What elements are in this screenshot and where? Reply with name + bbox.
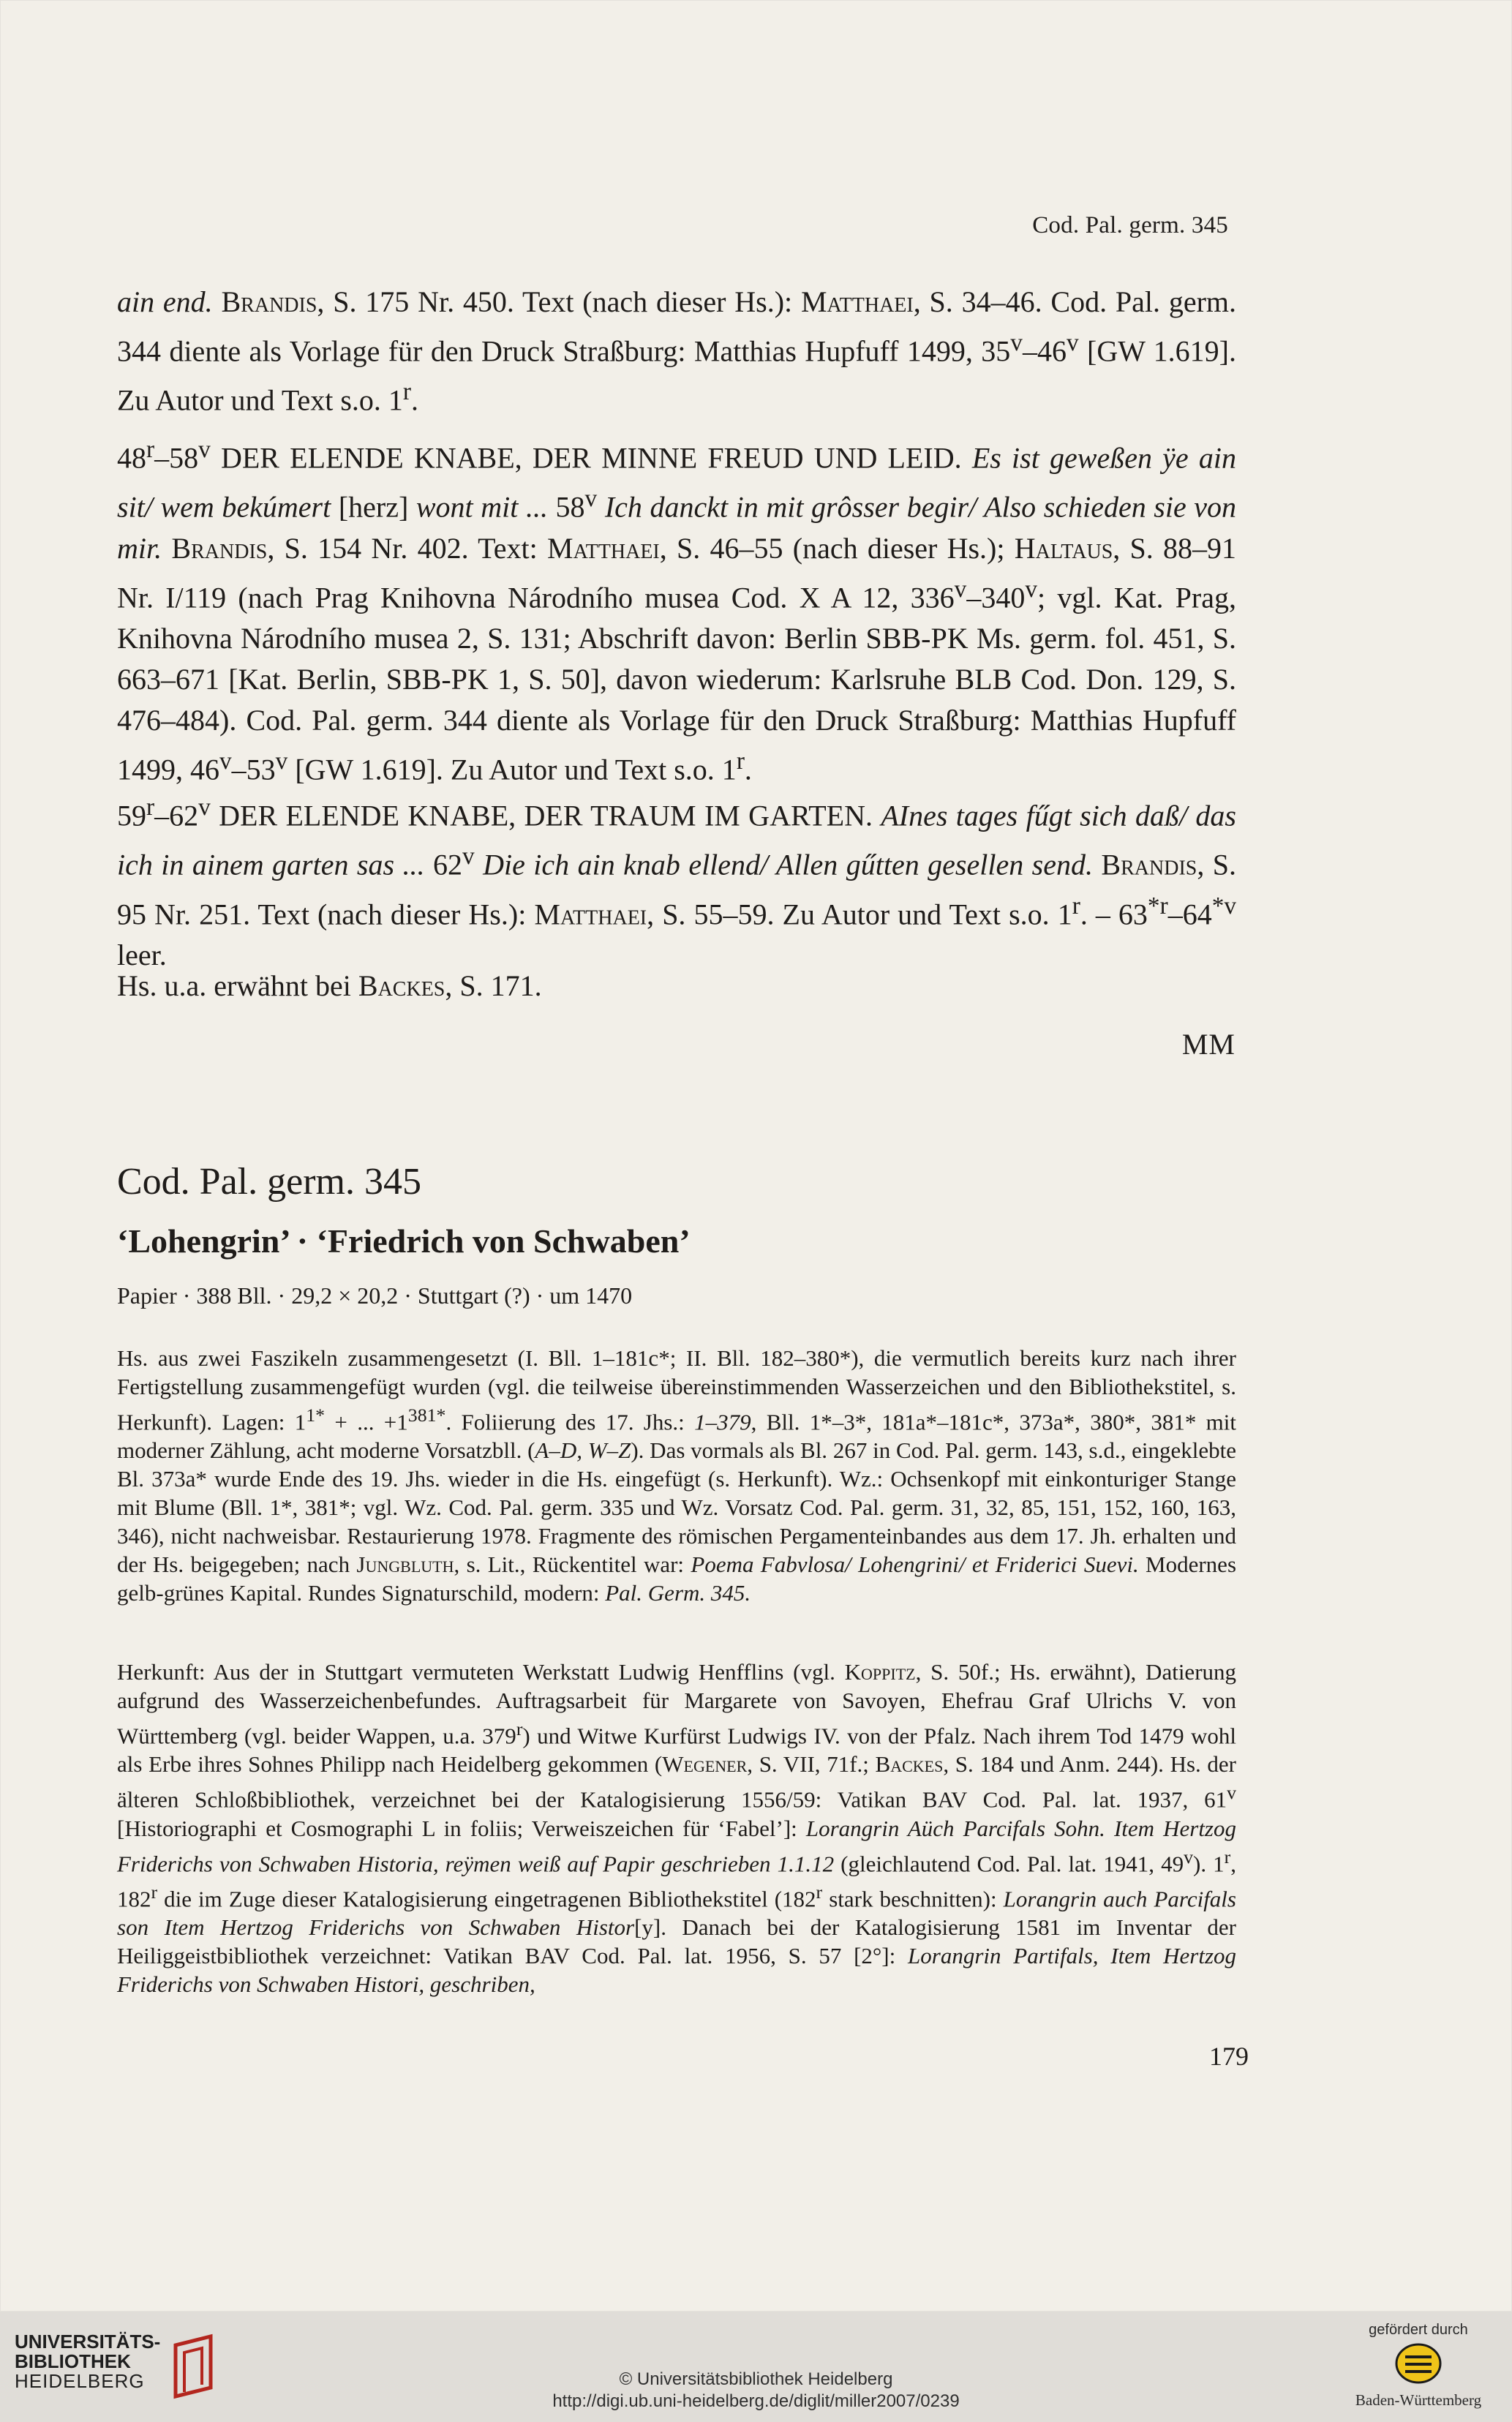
permalink-url[interactable]: http://digi.ub.uni-heidelberg.de/diglit/miller2007/0239 [552, 2391, 960, 2411]
entry-top-paragraph-2 [117, 429, 1236, 790]
text-run: –53 [231, 753, 276, 786]
superscript: r [1072, 892, 1080, 919]
author-ref: Jungbluth [356, 1552, 454, 1578]
physical-description: Papier · 388 Bll. · 29,2 × 20,2 · Stuttgart (?) · um 1470 [117, 1282, 633, 1309]
text-run: . Foliierung des 17. Jhs.: [445, 1409, 685, 1435]
text-run: , S. 34–46. Cod. Pal. germ. 344 diente als Vorlage für den Druck Straßburg: Matthias Hupfuff 1499, 35 [117, 285, 1237, 368]
text-run: , s. Lit., Rückentitel war: [454, 1552, 685, 1578]
text-run: ain end. [117, 285, 213, 318]
text-run: 59 [117, 799, 146, 832]
entry-top-paragraph-3 [117, 787, 1236, 976]
funder-name: Baden-Württemberg [1355, 2391, 1482, 2409]
incipit: wont mit ... [415, 490, 548, 524]
incipit: AInes tages fűgt sich daß/ das ich in ainem garten sas ... [117, 799, 1236, 881]
text-run: ). 1 [1193, 1850, 1225, 1876]
author-ref: Wegener [662, 1751, 748, 1778]
text-run: , 182 [117, 1850, 1237, 1912]
text-run: leer. [117, 938, 167, 971]
author-ref: Haltaus [1014, 531, 1113, 565]
text-run: DER ELENDE KNABE, DER TRAUM IM GARTEN. [210, 799, 873, 832]
superscript: 1* [306, 1404, 326, 1426]
explicit: Die ich ain knab ellend/ Allen gűtten gesellen send. [483, 848, 1093, 881]
text-run: . Danach bei der Katalogisierung 1581 im Inventar der Heiliggeistbibliothek verzeichnet: Vatikan BAV Cod. Pal. lat. 1956, S. 57 [2°]: [117, 1914, 1236, 1969]
text-run: . [411, 383, 419, 417]
author-ref: Matthaei [800, 285, 914, 318]
text-run: [y] [634, 1914, 661, 1941]
superscript: r [736, 747, 745, 775]
superscript: r [516, 1718, 523, 1740]
superscript: r [816, 1881, 823, 1903]
text-run: 48 [117, 441, 146, 475]
superscript: 381* [407, 1404, 446, 1426]
text-run: (gleichlautend Cod. Pal. lat. 1941, 49 [834, 1850, 1184, 1876]
text-run: ). Das vormals als Bl. 267 in Cod. Pal. germ. 143, s.d., eingeklebte Bl. 373a* wurde Ende des 19. Jhs. wieder in die Hs. eingefügt (s. Herkunft). Wz.: Ochsenkopf mit einkonturiger Stange mit Blume (Bll. 1*, 381*; vgl. Wz. Cod. Pal. germ. 335 und Wz. Vorsatz Cod. Pal. germ. 31, 32, 85, 151, 152, 160, 163, 346), nicht nachweisbar. Restaurierung 1978. Fragmente des römischen Pergamenteinbandes aus dem 17. Jh. erhalten und der Hs. beigegeben; nach [117, 1437, 1237, 1578]
superscript: v [462, 843, 475, 870]
running-head: Cod. Pal. germ. 345 [1032, 212, 1228, 238]
superscript: v [954, 575, 967, 603]
text-run: ) und Witwe Kurfürst Ludwigs IV. von der Pfalz. Nach ihrem Tod 1479 wohl als Erbe ihres Sohnes Philipp nach Heidelberg gekommen ( [117, 1723, 1236, 1778]
catalog-title: Lorangrin Aüch Parcifals Sohn. Item Hertzog Friderichs von Schwaben Historia, reÿmen weiß auf Papir geschrieben 1.1.12 [117, 1815, 1236, 1876]
text-run: , S. 154 Nr. 402. Text: [267, 531, 538, 565]
page-number: 179 [1209, 2042, 1249, 2071]
catalog-title: Lorangrin Partifals, Item Hertzog Friderichs von Schwaben Histori, geschriben, [117, 1943, 1237, 1998]
superscript: r [1224, 1846, 1231, 1868]
superscript: v [198, 436, 211, 463]
superscript: r [402, 378, 412, 406]
text-run: Herkunft: Aus der in Stuttgart vermuteten Werkstatt Ludwig Henfflins (vgl. [117, 1659, 835, 1685]
text-run: , S. 184 und Anm. 244). Hs. der älteren Schloßbibliothek, verzeichnet bei der Katalogisierung 1556/59: Vatikan BAV Cod. Pal. lat. 1937, 61 [117, 1751, 1237, 1813]
text-run: ; vgl. Kat. Prag, Knihovna Národního musea 2, S. 131; Abschrift davon: Berlin SBB-PK Ms. germ. fol. 451, S. 663–671 [Kat. Berlin, SBB-PK 1, S. 50], davon wiederum: Karlsruhe BLB Cod. Don. 129, S. 476–484). Cod. Pal. germ. 344 diente als Vorlage für den Druck Straßburg: Matthias Hupfuff 1499, 46 [117, 580, 1236, 786]
superscript: v [219, 747, 232, 775]
superscript: v [1010, 329, 1023, 356]
text-run: 62 [432, 848, 462, 881]
text-run: + ... +1 [325, 1409, 408, 1435]
copyright-text: © Universitätsbibliothek Heidelberg [619, 2369, 893, 2389]
text-run: Hs. u.a. erwähnt bei [117, 969, 351, 1002]
text-run: DER ELENDE KNABE, DER MINNE FREUD UND LEID. [210, 441, 962, 475]
text-run: , S. 88–91 Nr. I/119 (nach Prag Knihovna Národního musea Cod. X A 12, 336 [117, 531, 1237, 614]
library-name-line: UNIVERSITÄTS- [15, 2331, 161, 2353]
text-run: , S. 50f.; Hs. erwähnt), Datierung aufgrund des Wasserzeichenbefundes. Auftragsarbeit für Margarete von Savoyen, Ehefrau Graf Ulrichs V. von Württemberg (vgl. beider Wappen, u.a. 379 [117, 1659, 1237, 1749]
text-run: [GW 1.619]. Zu Autor und Text s.o. 1 [117, 334, 1237, 417]
superscript: r [151, 1881, 158, 1903]
work-title: ‘Lohengrin’ · ‘Friedrich von Schwaben’ [117, 1222, 691, 1260]
superscript: *v [1211, 892, 1237, 919]
text-run: [herz] [338, 490, 409, 524]
superscript: v [1184, 1846, 1194, 1868]
footer-copyright [0, 2369, 1512, 2412]
explicit: Ich danckt in mit grôsser begir/ Also schieden sie von mir. [117, 490, 1237, 565]
author-ref: Brandis [1101, 848, 1197, 881]
text-run: Hs. aus zwei Faszikeln zusammengesetzt (I. Bll. 1–181c*; II. Bll. 182–380*), die vermutlich bereits kurz nach ihrer Fertigstellung zusammengefügt wurden (vgl. die teilweise übereinstimmenden Wasserzeichen und den Bibliothekstitel, s. Herkunft). Lagen: 1 [117, 1345, 1236, 1435]
catalog-title: Lorangrin auch Parcifals son Item Hertzog Friderichs von Schwaben Histor [117, 1886, 1236, 1941]
author-ref: Backes [358, 969, 445, 1002]
superscript: r [146, 794, 155, 821]
library-name-line: BIBLIOTHEK [15, 2350, 131, 2372]
folio-range: 1–379 [694, 1409, 751, 1435]
shelfmark-heading: Cod. Pal. germ. 345 [117, 1161, 421, 1203]
superscript: v [275, 747, 288, 775]
text-run: , S. 46–55 (nach dieser Hs.); [659, 531, 1005, 565]
funded-by-label: gefördert durch [1369, 2322, 1468, 2338]
text-run: , S. 171. [445, 969, 542, 1002]
text-run: Modernes gelb-grünes Kapital. Rundes Signaturschild, modern: [117, 1552, 1237, 1606]
superscript: v [584, 485, 598, 513]
superscript: v [1025, 575, 1038, 603]
text-run: –340 [966, 580, 1026, 614]
coat-of-arms-icon [1392, 2341, 1445, 2386]
text-run: , S. 55–59. Zu Autor und Text s.o. 1 [647, 897, 1072, 930]
superscript: v [198, 794, 211, 821]
author-ref: Backes [875, 1751, 944, 1778]
text-run: . [744, 753, 752, 786]
text-run: [Historiographi et Cosmographi L in foliis; Verweiszeichen für ‘Fabel’]: [117, 1815, 797, 1841]
superscript: v [1227, 1782, 1236, 1804]
text-run: –64 [1167, 897, 1212, 930]
text-run: –62 [154, 799, 199, 832]
text-run: , Bll. 1*–3*, 181a*–181c*, 373a*, 380*, 381* mit moderner Zählung, acht moderne Vorsatzbll. ( [117, 1409, 1237, 1464]
author-ref: Koppitz [844, 1659, 916, 1685]
superscript: r [146, 436, 155, 463]
text-run: [GW 1.619]. Zu Autor und Text s.o. 1 [287, 753, 737, 786]
author-ref: Brandis [171, 531, 268, 565]
author-ref: Matthaei [547, 531, 660, 565]
text-run: , S. 175 Nr. 450. Text (nach dieser Hs.): [317, 285, 793, 318]
funder-logo[interactable] [1345, 2322, 1492, 2413]
text-run: 58 [555, 490, 585, 524]
entry-top-paragraph-4 [117, 966, 1236, 1007]
author-ref: Brandis [221, 285, 317, 318]
text-run: die im Zuge dieser Katalogisierung eingetragenen Bibliothekstitel (182 [157, 1886, 816, 1912]
text-run: . – 63 [1080, 897, 1148, 930]
library-name-line: HEIDELBERG [15, 2370, 145, 2392]
incipit: Es ist geweßen ÿe ain sit/ wem bekúmert [117, 441, 1237, 524]
text-run: , S. VII, 71f.; [747, 1751, 869, 1778]
superscript: *r [1147, 892, 1168, 919]
text-run: stark beschnitten): [822, 1886, 997, 1912]
signature-label: Pal. Germ. 345. [605, 1580, 751, 1606]
provenance-text [117, 1658, 1236, 1998]
text-run: –46 [1022, 334, 1067, 368]
editor-initials: MM [1181, 1028, 1235, 1061]
entry-top-paragraph-1 [117, 282, 1236, 421]
text-run: –58 [154, 441, 199, 475]
superscript: v [1066, 329, 1079, 356]
spine-title: Poema Fabvlosa/ Lohengrini/ et Friderici Suevi. [691, 1552, 1139, 1578]
author-ref: Matthaei [534, 897, 647, 930]
text-run: , S. 95 Nr. 251. Text (nach dieser Hs.): [117, 848, 1237, 930]
folio-range: A–D, W–Z [535, 1437, 631, 1464]
codicological-description [117, 1344, 1236, 1607]
